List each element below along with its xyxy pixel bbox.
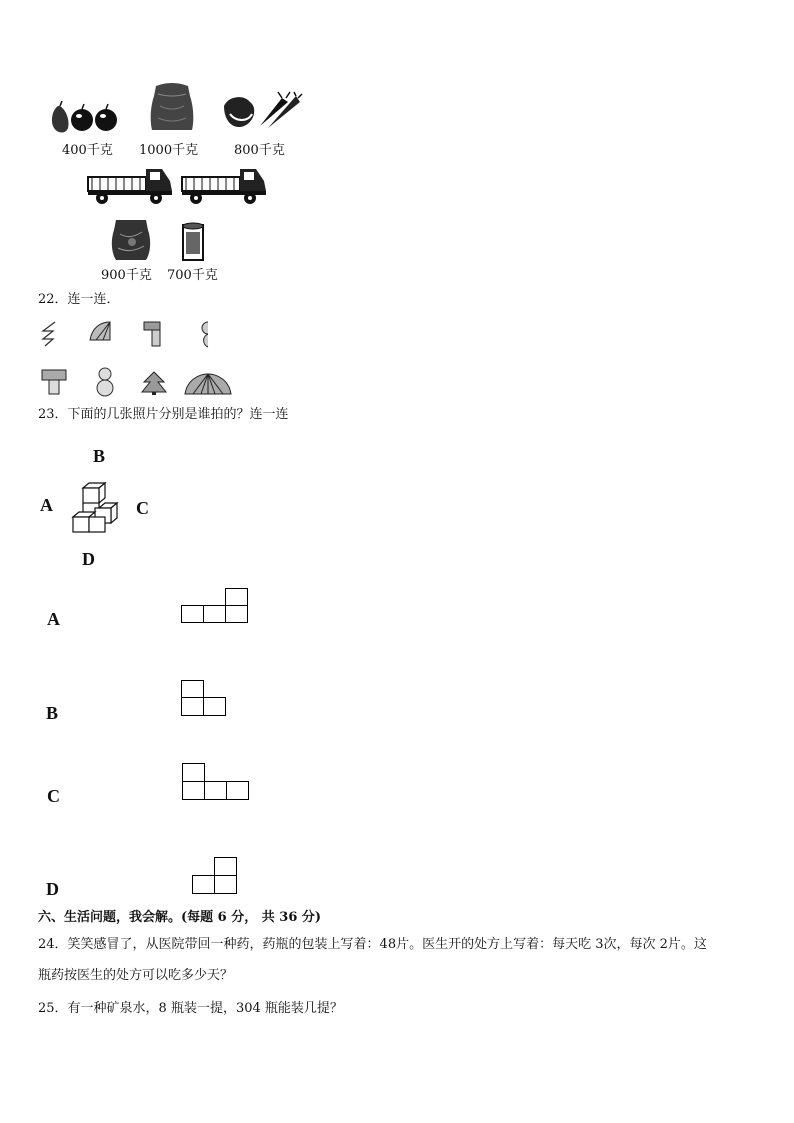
umbrella-icon bbox=[183, 372, 233, 396]
person-label-c: C bbox=[136, 498, 149, 518]
weight-label-bag: 900千克 bbox=[101, 268, 152, 283]
house-icon bbox=[40, 368, 68, 396]
question-24-line-2: 瓶药按医生的处方可以吃多少天？ bbox=[38, 968, 234, 983]
weight-label-barrel: 700千克 bbox=[167, 268, 218, 283]
truck-icon bbox=[180, 163, 268, 205]
sack-icon bbox=[148, 82, 196, 132]
cube-stack-icon bbox=[72, 482, 120, 534]
fruit-icon bbox=[48, 100, 120, 134]
question-22-title: 22．连一连． bbox=[38, 292, 120, 307]
weight-label-sack: 1000千克 bbox=[139, 143, 199, 158]
photo-label-b: B bbox=[46, 703, 59, 723]
half-tree-icon bbox=[41, 321, 57, 347]
question-25: 25．有一种矿泉水，8 瓶装一提，304 瓶能装几提？ bbox=[38, 1001, 343, 1016]
question-24-line-1: 24．笑笑感冒了，从医院带回一种药，药瓶的包装上写着：48片。医生开的处方上写着：每天吃 3次，每次 2片。这 bbox=[38, 937, 707, 952]
half-umbrella-icon bbox=[88, 320, 112, 344]
vegetables-icon bbox=[220, 92, 302, 130]
tree-icon bbox=[140, 370, 168, 396]
section-6-heading: 六、生活问题，我会解。(每题 6 分， 共 36 分) bbox=[38, 910, 322, 925]
photo-label-c: C bbox=[47, 786, 60, 806]
photo-label-d: D bbox=[46, 879, 59, 899]
barrel-icon bbox=[180, 222, 206, 262]
half-snowman-icon bbox=[196, 320, 210, 348]
question-23-title: 23．下面的几张照片分别是谁拍的？连一连 bbox=[38, 407, 289, 422]
truck-icon bbox=[86, 163, 174, 205]
person-label-a: A bbox=[40, 495, 53, 515]
person-label-d: D bbox=[82, 549, 95, 569]
weight-label-vegetables: 800千克 bbox=[234, 143, 285, 158]
photo-label-a: A bbox=[47, 609, 60, 629]
snowman-icon bbox=[94, 366, 116, 398]
weight-label-fruit: 400千克 bbox=[62, 143, 113, 158]
bag-icon bbox=[110, 218, 152, 262]
half-mushroom-icon bbox=[142, 320, 162, 348]
person-label-b: B bbox=[93, 446, 106, 466]
